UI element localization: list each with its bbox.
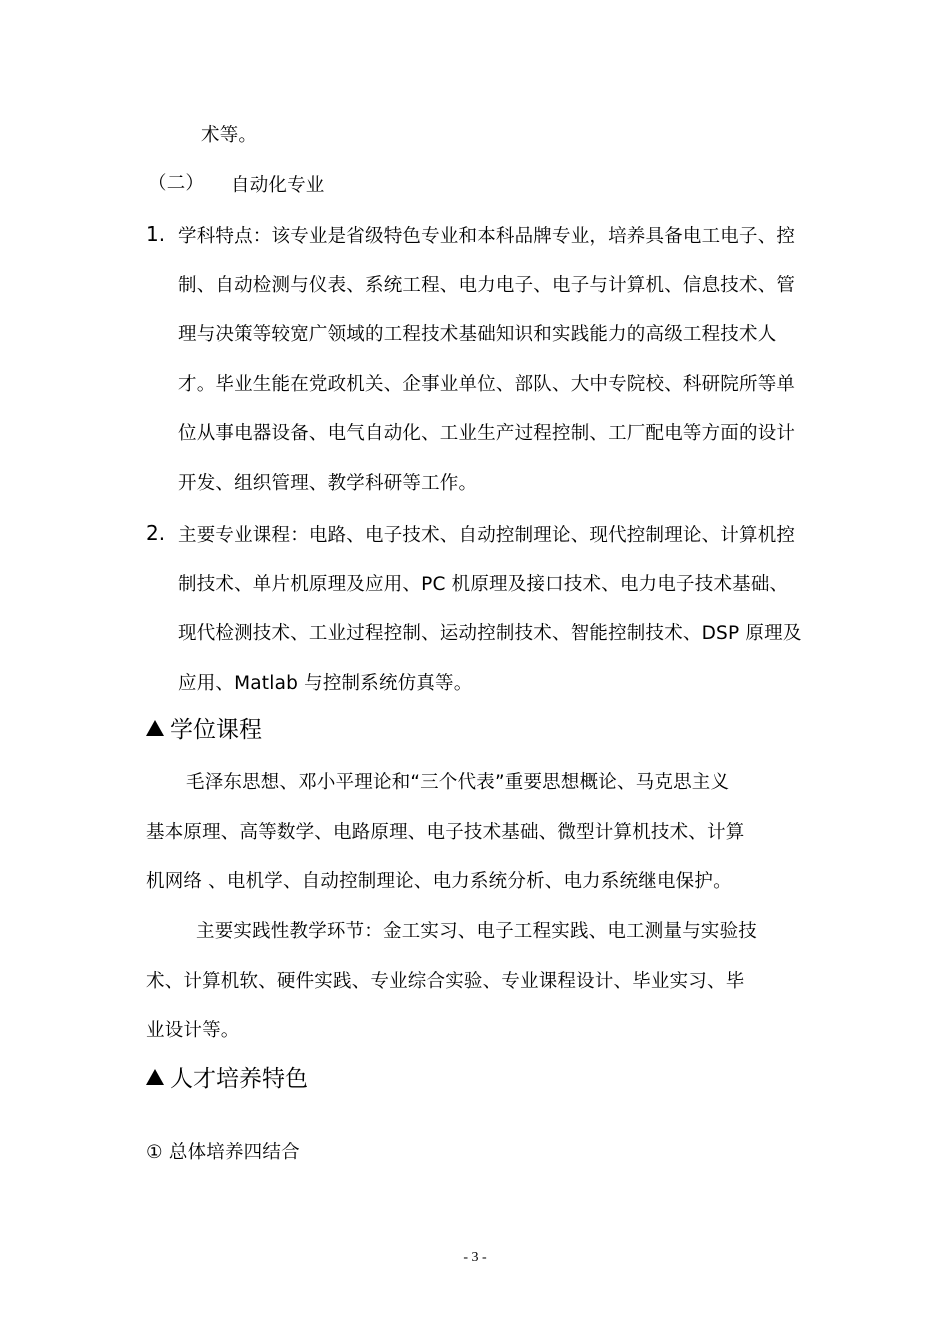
- degree-para1-line: 机网络 、电机学、自动控制理论、电力系统分析、电力系统继电保护。: [146, 871, 732, 892]
- section-marker: （二）: [148, 173, 205, 194]
- talent-point: ① 总体培养四结合: [146, 1142, 300, 1163]
- item1-line: 位从事电器设备、电气自动化、工业生产过程控制、工厂配电等方面的设计: [178, 423, 796, 444]
- talent-heading-text: 人才培养特色: [170, 1066, 308, 1092]
- degree-heading-text: 学位课程: [170, 717, 262, 743]
- page-number: - 3 -: [463, 1250, 487, 1265]
- item2-number: 2.: [146, 521, 166, 545]
- item2-line: 现代检测技术、工业过程控制、运动控制技术、智能控制技术、DSP 原理及: [178, 623, 802, 644]
- item1-line: 开发、组织管理、教学科研等工作。: [178, 473, 478, 494]
- item1-line: 才。毕业生能在党政机关、企事业单位、部队、大中专院校、科研院所等单: [178, 374, 796, 395]
- talent-heading: [146, 1064, 308, 1094]
- item2-line: 制技术、单片机原理及应用、PC 机原理及接口技术、电力电子技术基础、: [178, 574, 789, 595]
- degree-para2-line: 业设计等。: [146, 1020, 240, 1041]
- degree-heading: [146, 715, 262, 745]
- triangle-icon: [146, 1069, 164, 1085]
- item2-line: 应用、Matlab 与控制系统仿真等。: [178, 673, 473, 694]
- item1-line: 学科特点：该专业是省级特色专业和本科品牌专业，培养具备电工电子、控: [178, 226, 796, 247]
- item2-line: 主要专业课程：电路、电子技术、自动控制理论、现代控制理论、计算机控: [178, 525, 796, 546]
- triangle-icon: [146, 720, 164, 736]
- degree-para1-line: 毛泽东思想、邓小平理论和“三个代表”重要思想概论、马克思主义: [186, 772, 730, 793]
- item1-line: 制、自动检测与仪表、系统工程、电力电子、电子与计算机、信息技术、管: [178, 275, 796, 296]
- degree-para2-line: 主要实践性教学环节：金工实习、电子工程实践、电工测量与实验技: [196, 921, 758, 942]
- degree-para1-line: 基本原理、高等数学、电路原理、电子技术基础、微型计算机技术、计算: [146, 822, 745, 843]
- item1-number: 1.: [146, 222, 166, 246]
- item1-line: 理与决策等较宽广领域的工程技术基础知识和实践能力的高级工程技术人: [178, 324, 777, 345]
- section-title: 自动化专业: [231, 175, 325, 196]
- top-line: 术等。: [201, 125, 258, 146]
- degree-para2-line: 术、计算机软、硬件实践、专业综合实验、专业课程设计、毕业实习、毕: [146, 971, 745, 992]
